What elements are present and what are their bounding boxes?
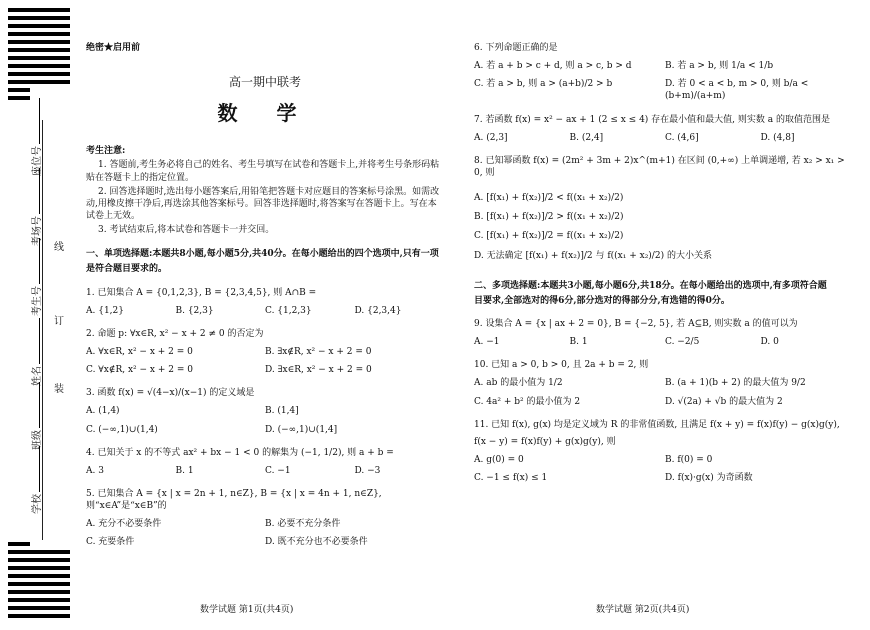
option-d: D. 若 0 < a < b, m > 0, 则 b/a < (b+m)/(a+m) [665, 79, 809, 102]
notice-item: 2. 回答选择题时,选出每小题答案后,用铅笔把答题卡对应题目的答案标号涂黑。如需改动,用橡皮擦干净后,再选涂其他答案标号。回答非选择题时,将答案写在答题卡上。写在本试卷上无效。 [86, 186, 440, 222]
secret-mark: 绝密★启用前 [86, 43, 141, 53]
section-1-heading-cont: 是符合题目要求的。 [86, 264, 168, 275]
options [86, 305, 444, 317]
option-a: A. [f(x₁) + f(x₂)]/2 < f((x₁ + x₂)/2) [474, 193, 624, 204]
option-b: B. 必要不充分条件 [265, 519, 341, 530]
question-7 [474, 114, 856, 144]
option-b: B. 1 [569, 337, 588, 348]
options [86, 465, 444, 477]
option-b: B. f(0) = 0 [665, 454, 713, 465]
option-a: A. g(0) = 0 [474, 454, 524, 465]
option-b: B. (1,4] [265, 406, 299, 417]
cut-mark-line: 线 [54, 242, 64, 253]
question-stem-cont: f(x − y) = f(x)f(y) + g(x)g(y), 则 [474, 436, 616, 447]
cut-mark-staple: 订 [54, 316, 64, 327]
option-d: D. ∃x∈R, x² − x + 2 = 0 [265, 365, 372, 376]
options [474, 185, 856, 262]
option-c: C. 4a² + b² 的最小值为 2 [474, 396, 581, 407]
field-class: 班级 [28, 382, 43, 450]
option-b: B. {2,3} [175, 305, 214, 316]
option-a: A. {1,2} [86, 305, 124, 316]
notice-item: 3. 考试结束后,将本试卷和答题卡一并交回。 [98, 225, 275, 236]
question-stem: 7. 若函数 f(x) = x² − ax + 1 (2 ≤ x ≤ 4) 存在最小值和最大值, 则实数 a 的取值范围是 [474, 114, 830, 125]
option-d: D. f(x)·g(x) 为奇函数 [665, 473, 753, 484]
options [474, 454, 856, 484]
option-b: B. [f(x₁) + f(x₂)]/2 > f((x₁ + x₂)/2) [474, 212, 624, 223]
option-c: C. ∀x∉R, x² − x + 2 = 0 [86, 365, 193, 376]
footer-page-1: 数学试题 第1页(共4页) [200, 605, 294, 615]
option-a: A. 若 a + b > c + d, 则 a > c, b > d [474, 61, 632, 72]
field-seat: 座位号 [28, 98, 43, 176]
question-6 [474, 42, 856, 103]
question-stem: 6. 下列命题正确的是 [474, 43, 558, 53]
options [86, 346, 444, 376]
notice-item: 1. 答题前,考生务必将自己的姓名、考生号填写在试卷和答题卡上,并将考生号条形码粘贴在答题卡上的指定位置。 [86, 160, 440, 183]
question-stem: 9. 设集合 A = {x | ax + 2 = 0}, B = {−2, 5}, 若 A⊆B, 则实数 a 的值可以为 [474, 318, 798, 329]
option-c: C. 若 a > b, 则 a > (a+b)/2 > b [474, 79, 613, 90]
footer-page-2: 数学试题 第2页(共4页) [596, 605, 690, 615]
option-a: A. (1,4) [86, 406, 120, 417]
exam-subtitle: 高一期中联考 [228, 75, 301, 90]
left-column [86, 42, 444, 549]
options [474, 60, 856, 102]
question-2 [86, 328, 444, 376]
question-5 [86, 488, 444, 549]
question-stem: 11. 已知 f(x), g(x) 均是定义域为 R 的非常值函数, 且满足 f(x + y) = f(x)f(y) − g(x)g(y), [474, 419, 840, 430]
barcode-stripes-bottom [8, 542, 70, 622]
question-8 [474, 155, 856, 262]
question-4 [86, 447, 444, 477]
option-c: C. (4,6] [665, 132, 699, 143]
question-1 [86, 287, 444, 317]
option-c: C. [f(x₁) + f(x₂)]/2 = f((x₁ + x₂)/2) [474, 231, 624, 242]
field-student-id: 考生号 [28, 238, 43, 316]
question-10 [474, 359, 856, 407]
option-d: D. (4,8] [760, 132, 795, 143]
option-a: A. 充分不必要条件 [86, 519, 162, 530]
option-c: C. {1,2,3} [265, 305, 312, 316]
option-b: B. 若 a > b, 则 1/a < 1/b [665, 61, 774, 72]
page-title: 数 学 [217, 101, 313, 126]
option-a: A. −1 [474, 337, 500, 348]
field-name: 姓名 [28, 318, 43, 386]
option-b: B. (a + 1)(b + 2) 的最大值为 9/2 [665, 378, 806, 389]
option-b: B. 1 [175, 465, 194, 476]
options [86, 405, 444, 435]
option-b: B. (2,4] [569, 132, 604, 143]
option-a: A. ab 的最小值为 1/2 [474, 378, 563, 389]
option-d: D. 既不充分也不必要条件 [265, 537, 368, 548]
options [86, 518, 444, 548]
option-c: C. (−∞,1)∪(1,4) [86, 424, 158, 435]
section-2-heading-cont: 目要求,全部选对的得6分,部分选对的得部分分,有选错的得0分。 [474, 295, 730, 306]
question-stem: 5. 已知集合 A = {x | x = 2n + 1, n∈Z}, B = {x | x = 4n + 1, n∈Z}, 则“x∈A”是“x∈B”的 [86, 489, 382, 512]
option-d: D. √(2a) + √b 的最大值为 2 [665, 396, 783, 407]
section-1-heading: 一、单项选择题:本题共8小题,每小题5分,共40分。在每小题给出的四个选项中,只有一项 [86, 249, 439, 260]
option-c: C. −1 ≤ f(x) ≤ 1 [474, 473, 548, 484]
section-2-heading: 二、多项选择题:本题共3小题,每小题6分,共18分。在每小题给出的选项中,有多项符合题 [474, 280, 827, 291]
option-d: D. 无法确定 [f(x₁) + f(x₂)]/2 与 f((x₁ + x₂)/2) 的大小关系 [474, 250, 712, 261]
option-d: D. −3 [354, 465, 381, 476]
question-stem: 2. 命题 p: ∀x∈R, x² − x + 2 ≠ 0 的否定为 [86, 328, 264, 339]
option-d: D. (−∞,1)∪(1,4] [265, 424, 338, 435]
barcode-stripes-top [8, 8, 70, 104]
option-a: A. 3 [86, 465, 104, 476]
options [474, 132, 856, 144]
question-stem: 4. 已知关于 x 的不等式 ax² + bx − 1 < 0 的解集为 (−1, 1/2), 则 a + b = [86, 447, 394, 458]
option-d: D. {2,3,4} [354, 305, 402, 316]
notice-block [86, 145, 444, 236]
option-b: B. ∃x∉R, x² − x + 2 = 0 [265, 347, 372, 358]
option-d: D. 0 [760, 337, 779, 348]
option-c: C. −1 [265, 465, 291, 476]
option-c: C. 充要条件 [86, 537, 135, 548]
question-11 [474, 419, 856, 485]
field-school: 学校 [28, 446, 43, 514]
option-c: C. −2/5 [665, 337, 700, 348]
question-stem: 3. 函数 f(x) = √(4−x)/(x−1) 的定义域是 [86, 388, 255, 399]
options [474, 336, 856, 348]
cut-mark-bind: 装 [54, 384, 64, 395]
options [474, 377, 856, 407]
question-stem: 10. 已知 a > 0, b > 0, 且 2a + b = 2, 则 [474, 360, 649, 371]
option-a: A. ∀x∈R, x² − x + 2 = 0 [86, 347, 193, 358]
notice-heading: 考生注意: [86, 146, 126, 157]
question-3 [86, 387, 444, 435]
right-column [474, 42, 856, 484]
question-stem: 8. 已知幂函数 f(x) = (2m² + 3m + 2)x^(m+1) 在区间 (0,+∞) 上单调递增, 若 x₂ > x₁ > 0, 则 [474, 155, 845, 178]
field-room: 考场号 [28, 168, 43, 246]
question-9 [474, 318, 856, 348]
option-a: A. (2,3] [474, 132, 508, 143]
question-stem: 1. 已知集合 A = {0,1,2,3}, B = {2,3,4,5}, 则 A∩B = [86, 287, 317, 298]
